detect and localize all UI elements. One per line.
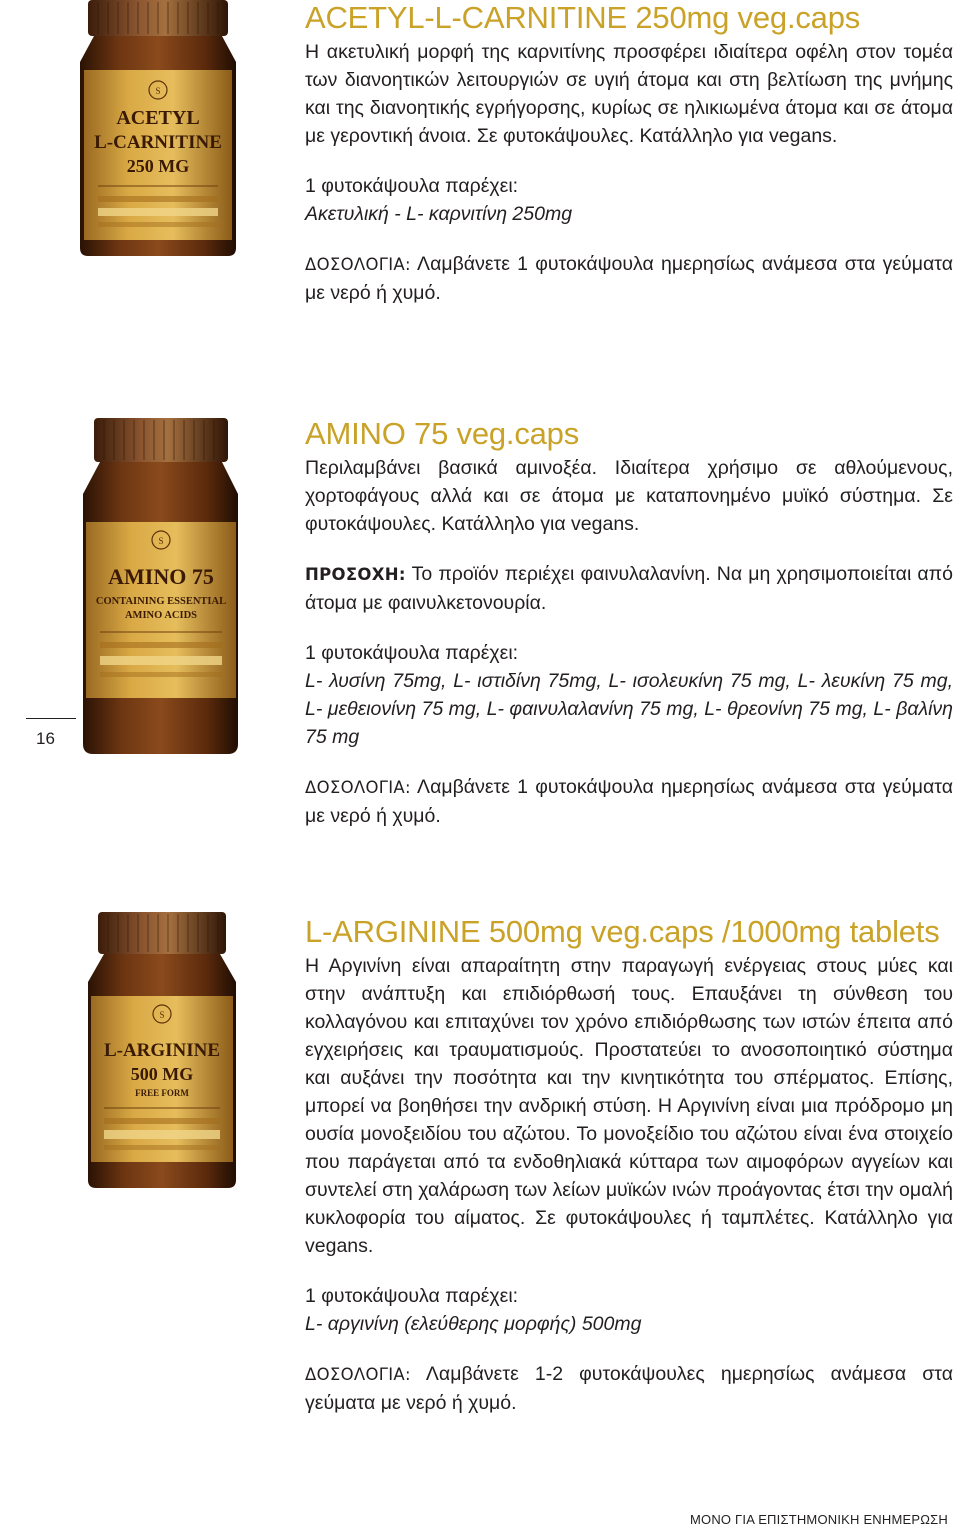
- ingredients: L- αργινίνη (ελεύθερης μορφής) 500mg: [305, 1313, 642, 1335]
- bottle-label-line2: CONTAINING ESSENTIAL: [95, 596, 227, 607]
- product-title: ACETYL-L-CARNITINE 250mg veg.caps: [305, 0, 861, 35]
- dosage: [305, 1360, 953, 1417]
- dosage-text: Λαμβάνετε 1 φυτοκάψουλα ημερησίως ανάμεσα στα γεύματα με νερό ή χυμό.: [305, 776, 953, 827]
- dosage-text: Λαμβάνετε 1 φυτοκάψουλα ημερησίως ανάμεσα στα γεύματα με νερό ή χυμό.: [305, 253, 953, 304]
- product-description: Η ακετυλική μορφή της καρνιτίνης προσφέρει ιδιαίτερα οφέλη στον τομέα των διανοητικών λειτουργιών σε υγιή άτομα και στη βελτίωση της μνήμης και της διανοητικής εγρήγορσης, κυρίως σε ηλικιωμένα άτομα και σε άτομα με γεροντική άνοια. Σε φυτοκάψουλες. Κατάλληλο για vegans.: [305, 41, 953, 147]
- dosage-label: ΔΟΣΟΛΟΓΙΑ:: [305, 255, 411, 274]
- svg-text:S: S: [158, 536, 164, 546]
- product-description: Η Αργινίνη είναι απαραίτητη στην παραγωγή ενέργειας στους μύες και στην ανάπτυξη και επιδιόρθωσή τους. Επαυξάνει τη σύνθεση του κολλαγόνου και επιταχύνει τον χρόνο επιδιόρθωσης των ιστών έπειτα από εγχειρήσεις και τραυματισμούς. Προστατεύει το ανοσοποιητικό σύστημα και αυξάνει την ποσότητα και την κινητικότητα του σπέρματος. Επίσης, μπορεί να βοηθήσει την ανδρική στύση. Η Αργινίνη είναι μια πρόδρομο μη ουσία μονοξειδίου του αζώτου. Το μονοξείδιο του αζώτου είναι ένα στοιχείο που παράγεται από τα ενδοθηλιακά κύτταρα των αιμοφόρων αγγείων και συντελεί στη χαλάρωση των λείων μυϊκών ινών προάγοντας έτσι την ομαλή κυκλοφορία του αίματος. Σε φυτοκάψουλες ή ταμπλέτες. Κατάλληλο για vegans.: [305, 955, 953, 1257]
- footer-disclaimer: ΜΟΝΟ ΓΙΑ ΕΠΙΣΤΗΜΟΝΙΚΗ ΕΝΗΜΕΡΩΣΗ: [690, 1512, 948, 1527]
- svg-text:S: S: [155, 86, 161, 96]
- per-unit-label: 1 φυτοκάψουλα παρέχει:: [305, 642, 519, 664]
- bottle-label-line3: FREE FORM: [135, 1088, 189, 1098]
- per-unit-label: 1 φυτοκάψουλα παρέχει:: [305, 175, 519, 197]
- dosage: [305, 773, 953, 830]
- bottle-label-line1: AMINO 75: [108, 564, 214, 589]
- dosage-text: Λαμβάνετε 1-2 φυτοκάψουλες ημερησίως ανάμεσα στα γεύματα με νερό ή χυμό.: [305, 1363, 954, 1414]
- caution-text: Το προϊόν περιέχει φαινυλαλανίνη. Να μη χρησιμοποιείται από άτομα με φαινυλκετονουρία.: [305, 563, 953, 614]
- product-section-amino-75: [305, 416, 953, 830]
- dosage: [305, 250, 953, 307]
- page-number-rule: [26, 718, 76, 719]
- caution-label: ΠΡΟΣΟΧΗ:: [305, 565, 406, 584]
- dosage-label: ΔΟΣΟΛΟΓΙΑ:: [305, 1365, 411, 1384]
- caution: [305, 560, 953, 617]
- bottle-label-line1: L-ARGININE: [103, 1040, 221, 1061]
- product-section-l-arginine: [305, 914, 953, 1417]
- l-arginine-bottle-image: [82, 912, 242, 1190]
- product-section-acetyl-l-carnitine: [305, 0, 953, 307]
- page-number: 16: [36, 729, 55, 748]
- amino-75-bottle-image: [78, 418, 243, 756]
- bottle-label-line1: ACETYL: [116, 107, 200, 129]
- ingredients: Ακετυλική - L- καρνιτίνη 250mg: [305, 203, 573, 225]
- bottle-label-line2: L-CARNITINE: [94, 132, 222, 153]
- bottle-label-line2: 500 MG: [130, 1064, 194, 1084]
- svg-text:S: S: [159, 1010, 165, 1020]
- bottle-label-line3: 250 MG: [126, 156, 190, 176]
- product-title: L-ARGININE 500mg veg.caps /1000mg tablets: [305, 914, 940, 949]
- product-description: Περιλαμβάνει βασικά αμινοξέα. Ιδιαίτερα χρήσιμο σε αθλούμενους, χορτοφάγους αλλά και σε άτομα με καταπονημένο μυϊκό σύστημα. Σε φυτοκάψουλες. Κατάλληλο για vegans.: [305, 457, 953, 535]
- acetyl-l-carnitine-bottle-image: [68, 0, 248, 258]
- dosage-label: ΔΟΣΟΛΟΓΙΑ:: [305, 778, 411, 797]
- ingredients: L- λυσίνη 75mg, L- ιστιδίνη 75mg, L- ισολευκίνη 75 mg, L- λευκίνη 75 mg, L- μεθειονίνη 75 mg, L- φαινυλαλανίνη 75 mg, L- θρεονίνη 75 mg, L- βαλίνη 75 mg: [305, 670, 953, 748]
- bottle-label-line3: AMINO ACIDS: [124, 610, 198, 621]
- product-title: AMINO 75 veg.caps: [305, 416, 579, 451]
- per-unit-label: 1 φυτοκάψουλα παρέχει:: [305, 1285, 519, 1307]
